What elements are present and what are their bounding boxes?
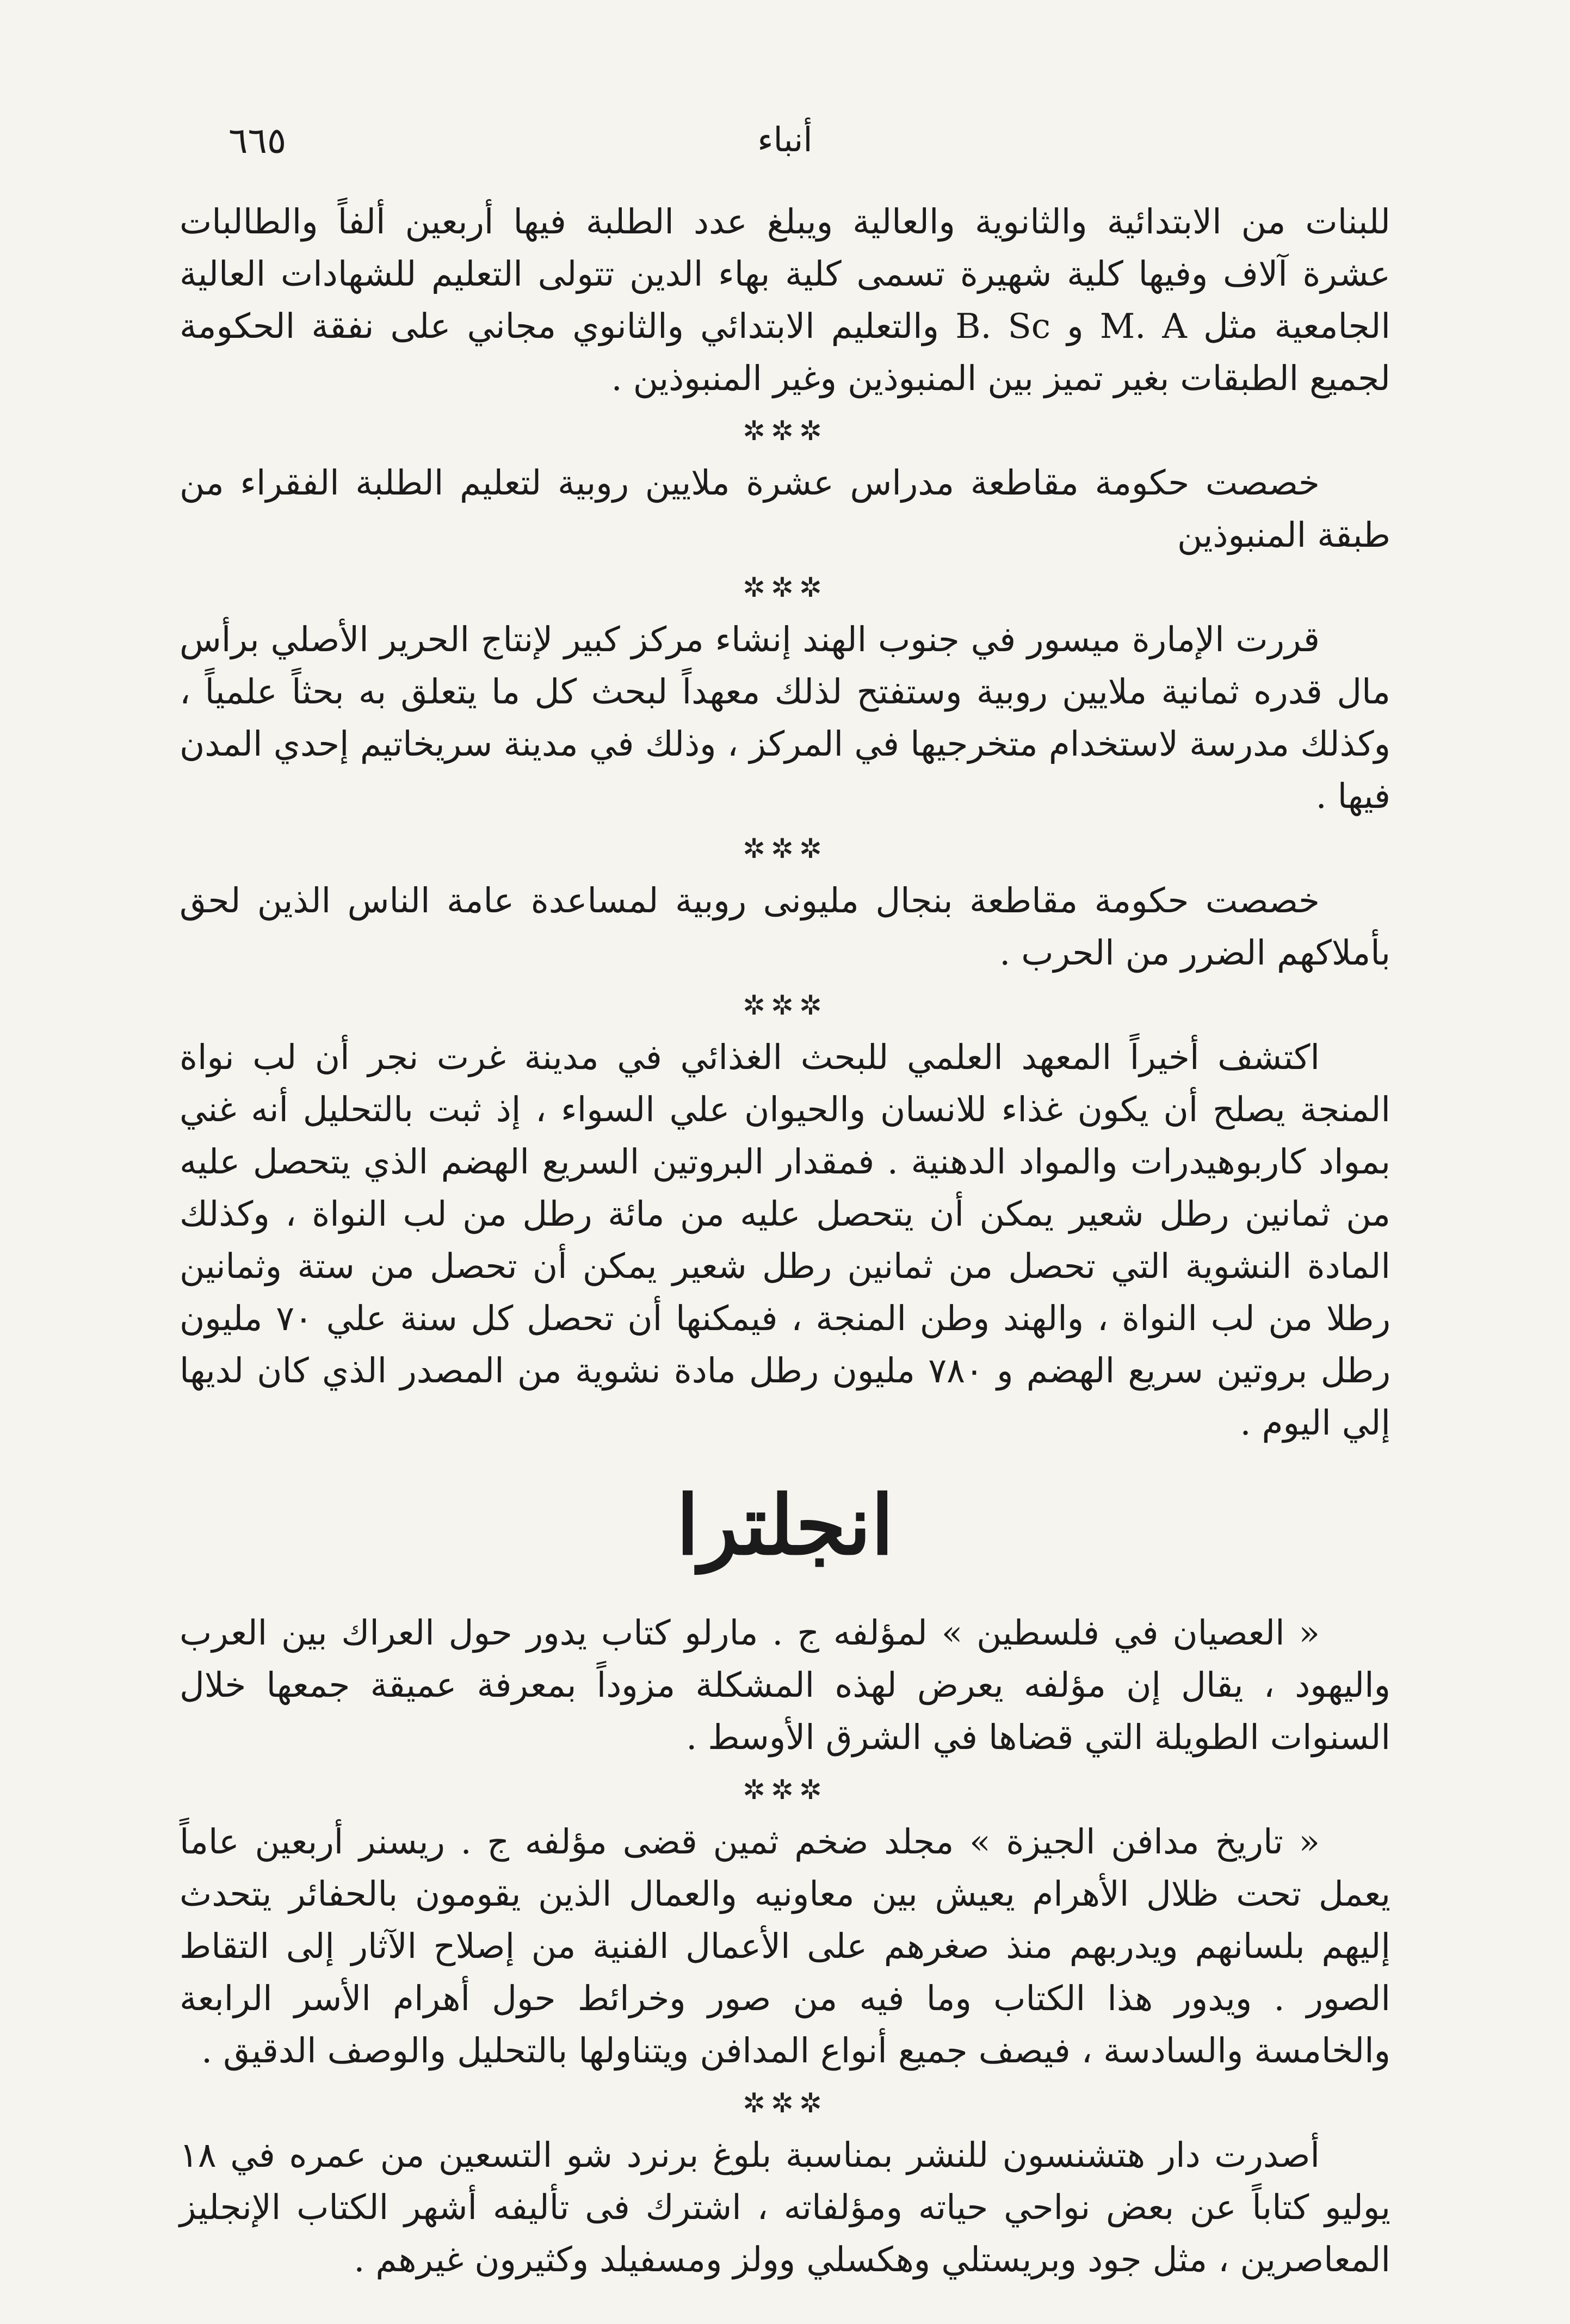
running-title: أنباء <box>757 120 813 159</box>
paragraph-palestine-book: « العصيان في فلسطين » لمؤلفه ج . مارلو كتاب يدور حول العراك بين العرب واليهود ، يقال إن مؤلفه يعرض لهذه المشكلة مزوداً بمعرفة عميقة جمعها خلال السنوات الطويلة التي قضاها في الشرق الأوسط . <box>180 1613 1390 1757</box>
page-number: ٦٦٥ <box>228 120 287 162</box>
paragraph-bengal-aid: خصصت حكومة مقاطعة بنجال مليونى روبية لمساعدة عامة الناس الذين لحق بأملاكهم الضرر من الحرب . <box>180 881 1390 973</box>
body-text <box>180 196 1390 2286</box>
separator-asterisks: ✲✲✲ <box>743 1774 827 1806</box>
section-heading-england: انجلترا <box>676 1478 894 1573</box>
paragraph-mysore-silk: قررت الإمارة ميسور في جنوب الهند إنشاء مركز كبير لإنتاج الحرير الأصلي برأس مال قدره ثمانية ملايين روبية وستفتح لذلك معهداً لبحث كل ما يتعلق به بحثاً علمياً ، وكذلك مدرسة لاستخدام متخرجيها في المركز ، وذلك في مدينة سريخاتيم إحدي المدن فيها . <box>180 620 1390 816</box>
separator-asterisks: ✲✲✲ <box>743 990 827 1021</box>
running-head <box>180 120 1390 169</box>
separator-asterisks: ✲✲✲ <box>743 833 827 864</box>
separator-asterisks: ✲✲✲ <box>743 415 827 447</box>
paragraph-shaw-book: أصدرت دار هتشنسون للنشر بمناسبة بلوغ برنرد شو التسعين من عمره في ١٨ يوليو كتاباً عن بعض نواحي حياته ومؤلفاته ، اشترك فى تأليفه أشهر الكتاب الإنجليز المعاصرين ، مثل جود وبريستلي وهكسلي وولز ومسفيلد وكثيرون غيرهم . <box>180 2135 1390 2279</box>
paragraph-schools: للبنات من الابتدائية والثانوية والعالية ويبلغ عدد الطلبة فيها أربعين ألفاً والطالبات عشرة آلاف وفيها كلية شهيرة تسمى كلية بهاء الدين تتولى التعليم للشهادات العالية الجامعية مثل M. A و B. Sc والتعليم الابتدائي والثانوي مجاني على نفقة الحكومة لجميع الطبقات بغير تميز بين المنبوذين وغير المنبوذين . <box>180 202 1391 398</box>
separator-asterisks: ✲✲✲ <box>743 572 827 603</box>
separator-asterisks: ✲✲✲ <box>743 2087 827 2119</box>
paragraph-giza-book: « تاريخ مدافن الجيزة » مجلد ضخم ثمين قضى مؤلفه ج . ريسنر أربعين عاماً يعمل تحت ظلال الأهرام يعيش بين معاونيه والعمال الذين يقومون بالحفائر يتحدث إليهم بلسانهم ويدربهم منذ صغرهم على الأعمال الفنية من إصلاح الآثار إلى التقاط الصور . ويدور هذا الكتاب وما فيه من صور وخرائط حول أهرام الأسر الرابعة والخامسة والسادسة ، فيصف جميع أنواع المدافن ويتناولها بالتحليل والوصف الدقيق . <box>180 1822 1390 2070</box>
paragraph-madras: خصصت حكومة مقاطعة مدراس عشرة ملايين روبية لتعليم الطلبة الفقراء من طبقة المنبوذين <box>180 463 1390 555</box>
paragraph-mango-research: اكتشف أخيراً المعهد العلمي للبحث الغذائي في مدينة غرت نجر أن لب نواة المنجة يصلح أن يكون غذاء للانسان والحيوان علي السواء ، إذ ثبت بالتحليل أنه غني بمواد كاربوهيدرات والمواد الدهنية . فمقدار البروتين السريع الهضم الذي يتحصل عليه من ثمانين رطل شعير يمكن أن يتحصل عليه من مائة رطل من لب النواة ، وكذلك المادة النشوية التي تحصل من ثمانين رطل شعير يمكن أن تحصل من ستة وثمانين رطلا من لب النواة ، والهند وطن المنجة ، فيمكنها أن تحصل كل سنة علي ٧٠ مليون رطل بروتين سريع الهضم و ٧٨٠ مليون رطل مادة نشوية من المصدر الذي كان لديها إلي اليوم . <box>180 1037 1390 1443</box>
